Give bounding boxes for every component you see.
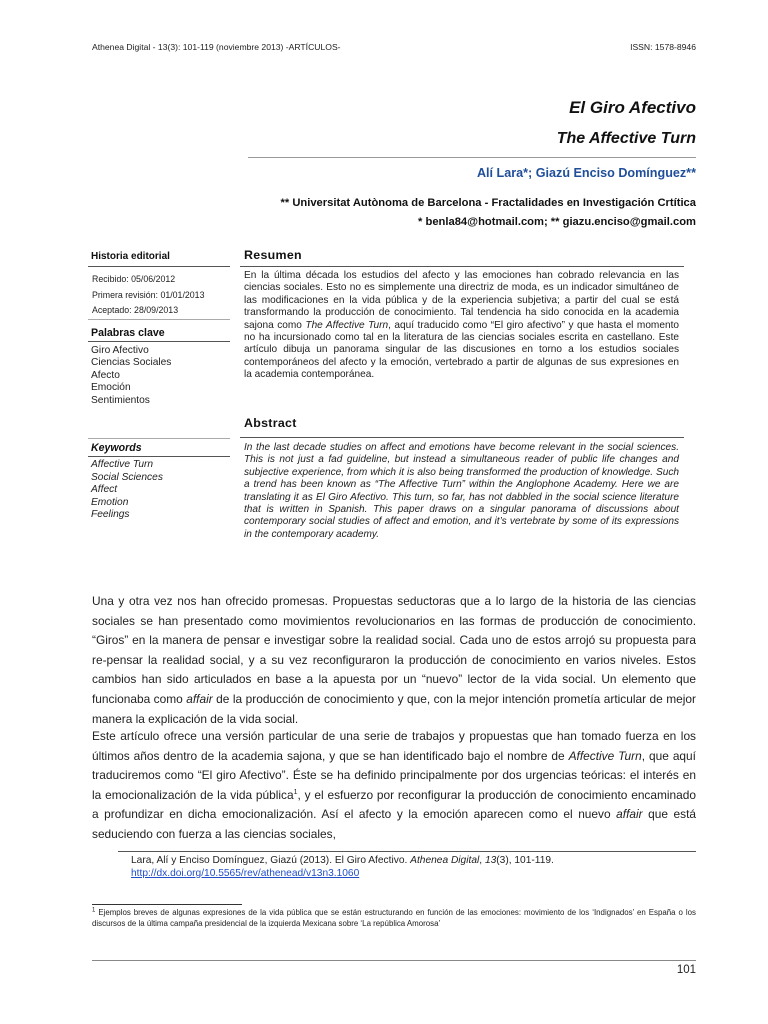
author-emails: * benla84@hotmail.com; ** giazu.enciso@gmail.com	[418, 216, 696, 228]
keyword-es: Giro Afectivo	[91, 345, 149, 356]
keywords-es-heading: Palabras clave	[91, 327, 165, 339]
running-header	[92, 42, 696, 56]
abstract-heading: Abstract	[244, 416, 297, 430]
footnote: $^1$ Ejemplos breves de algunas expresiones de la vida pública que se están estructurando en función de las emociones: movimiento de los ‘Indignados’ en España o los discursos de la última campaña presidencial de la izquierda Mexicana sobre ‘La república Amorosa’	[92, 907, 696, 928]
journal-info: Athenea Digital - 13(3): 101-119 (noviembre 2013) -ARTÍCULOS-	[92, 42, 341, 52]
history-bottom-divider	[88, 319, 230, 320]
keyword-es: Sentimientos	[91, 394, 150, 406]
keywords-en-heading: Keywords	[91, 442, 142, 454]
doi-link[interactable]: http://dx.doi.org/10.5565/rev/athenead/v13n3.1060	[131, 867, 360, 879]
abstract-text: In the last decade studies on affect and emotions have become relevant in the social sciences. This is not just a fad guideline, but instead a simultaneous reader of public life changes and subjective experience, from which it is also being transformed the production of knowledge. Such a trend has been known as “The Affective Turn” within the Anglophone Academy. Here we are translating it as El Giro Afectivo. This turn, so far, has not dabbled in the social science literature that is written in Spanish. This paper draws on a singular panorama of discussions about contemporary social studies of affect and emotion, and it’s vertebrate by some of its expressions in the contemporary academy.	[244, 442, 679, 540]
footnote-ref[interactable]: 1	[293, 788, 298, 796]
issn: ISSN: 1578-8946	[630, 42, 696, 52]
received-date: Recibido: 05/06/2012	[92, 274, 176, 284]
footnote-divider	[92, 904, 242, 905]
authors: Alí Lara*; Giazú Enciso Domínguez**	[476, 166, 696, 180]
history-heading: Historia editorial	[91, 251, 170, 262]
history-divider	[88, 266, 230, 267]
accepted-date: Aceptado: 28/09/2013	[92, 305, 179, 316]
keywords-en-list	[91, 459, 163, 522]
keyword-en: Social Sciences	[91, 471, 163, 483]
title-english: The Affective Turn	[556, 130, 696, 147]
keyword-en: Affect	[91, 484, 118, 496]
first-revision-date: Primera revisión: 01/01/2013	[92, 289, 205, 300]
keyword-en: Affective Turn	[91, 459, 154, 470]
keyword-en: Emotion	[91, 496, 129, 508]
keyword-es: Ciencias Sociales	[91, 357, 172, 369]
keyword-en: Feelings	[91, 509, 130, 521]
resumen-divider	[240, 266, 684, 267]
title-divider	[248, 157, 696, 158]
keyword-es: Emoción	[91, 382, 131, 394]
abstract-divider	[240, 437, 684, 438]
page-number: 101	[676, 964, 696, 976]
citation-divider	[118, 851, 696, 852]
keywords-en-top-divider	[88, 438, 230, 439]
body-paragraph: Este artículo ofrece una versión particular de una serie de trabajos y propuestas que han tomado fuerza en los últimos años dentro de la academia sajona, y que se han identificado bajo el nombre de Affective Turn, que aquí traduciremos como “El giro Afectivo”. Éste se ha definido principalmente por dos urgencias teóricas: el interés en la emocionalización de la vida pública$^1$, y el esfuerzo por reconfigurar la producción de conocimiento encaminado a profundizar en dicha emocionalización. Así el afecto y la emoción aparecen como el nuevo affair que está seduciendo con fuerza a las ciencias sociales,	[92, 729, 697, 841]
keywords-es-list	[91, 345, 171, 407]
resumen-heading: Resumen	[244, 248, 302, 262]
editorial-history	[92, 272, 204, 319]
affiliation: ** Universitat Autònoma de Barcelona - Fractalidades en Investigación Crtítica	[280, 197, 696, 209]
keywords-en-divider	[88, 456, 230, 457]
resumen-text: En la última década los estudios del afecto y las emociones han cobrado relevancia en las ciencias sociales. Esto no es simplemente una directriz de moda, es un indicador simultáneo de las modificaciones en la vida pública y de la experiencia subjetiva; a partir del cual se está transformando la producción de conocimiento. Tal tendencia ha sido conocida en la academia sajona como The Affective Turn, aquí traducido como “El giro afectivo” y que hasta el momento no ha incursionado como tal en la literatura de las ciencias sociales escrita en castellano. Este artículo dibuja un panorama singular de las discusiones en torno a los estudios sociales contemporáneos del afecto y la emoción, vertebrado a partir de algunas de sus expresiones en la academia contemporánea.	[244, 270, 679, 381]
title-spanish: El Giro Afectivo	[569, 98, 696, 117]
keyword-es: Afecto	[91, 369, 120, 381]
page-bottom-divider	[92, 960, 696, 961]
keywords-es-divider	[88, 341, 230, 342]
body-paragraph: Una y otra vez nos han ofrecido promesas. Propuestas seductoras que a lo largo de la historia de las ciencias sociales se han presentado como movimientos revolucionarios en las formas de producción de conocimiento. “Giros” en la manera de pensar e investigar sobre la realidad social. Cada uno de estos arrojó su propuesta para re-pensar la realidad social, y a su vez reconfiguraron la producción de conocimiento en varios niveles. Estos cambios han sido articulados en base a la apuesta por un “nuevo” lector de la vida social. Un elemento que funcionaba como affair de la producción de conocimiento y que, con la mejor intención prometía articular de mejor manera la explicación de la vida social.	[92, 594, 696, 726]
citation-block: Lara, Alí y Enciso Domínguez, Giazú (2013). El Giro Afectivo. Athenea Digital, 13(3), 101-119. http://dx.doi.org/10.5565/rev/athenead/v13n3.1060	[131, 855, 554, 879]
